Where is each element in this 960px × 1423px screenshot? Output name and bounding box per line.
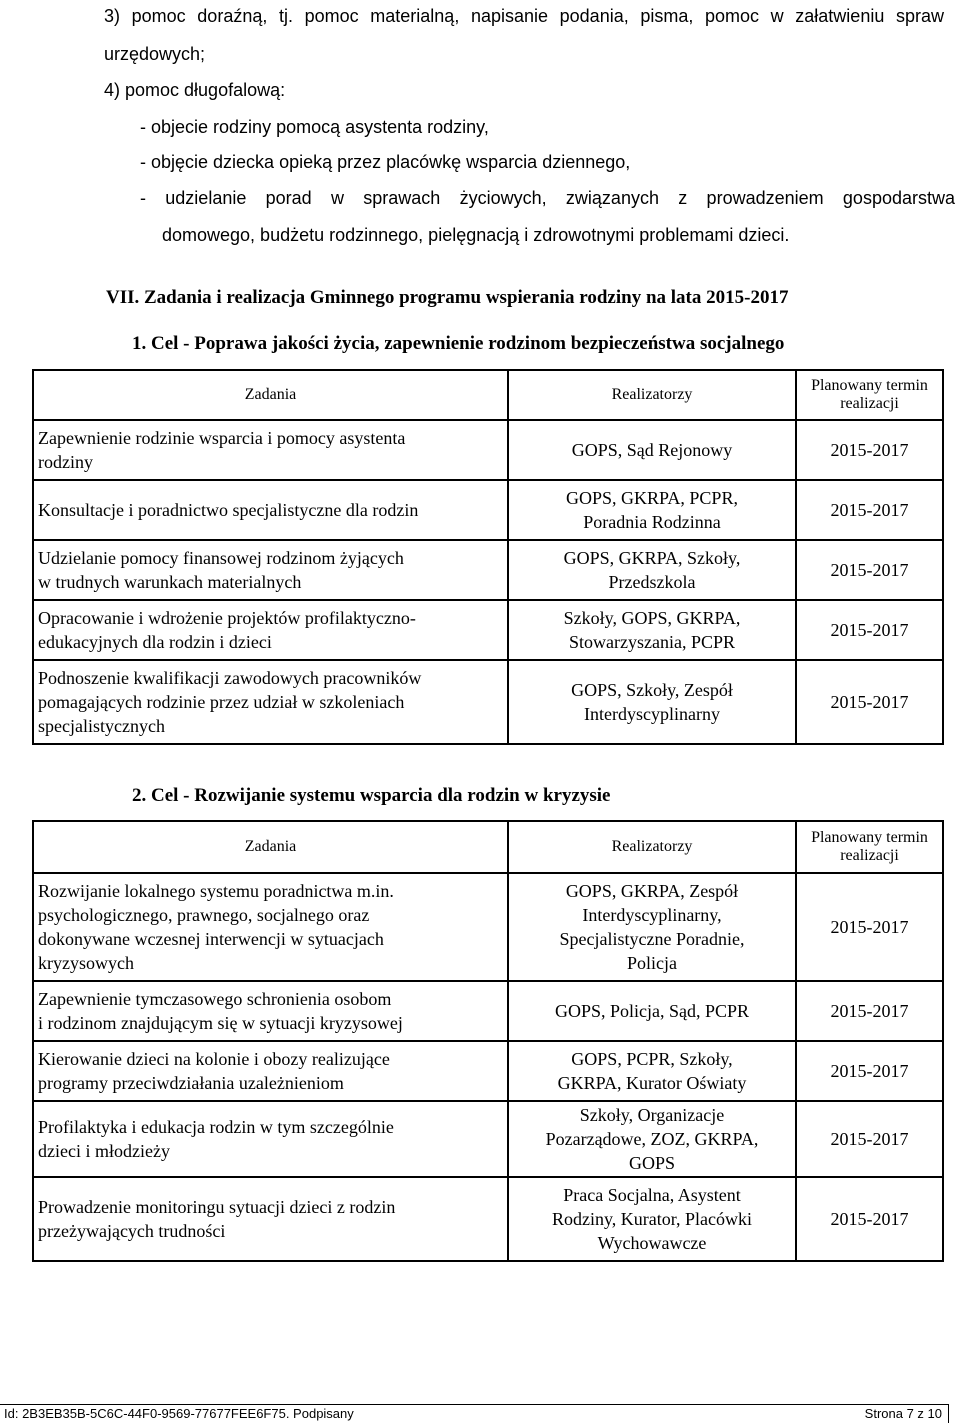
- realizer-line: GOPS, GKRPA, PCPR,: [566, 488, 738, 508]
- table-header-row: [33, 821, 943, 873]
- realizer-line: Specjalistyczne Poradnie,: [559, 929, 745, 949]
- task-line: programy przeciwdziałania uzależnieniom: [38, 1073, 344, 1093]
- realizer-line: Poradnia Rodzinna: [583, 512, 721, 532]
- goal-2-table: [32, 820, 944, 1262]
- table-row: [33, 873, 943, 981]
- realizer-line: Interdyscyplinarny,: [582, 905, 722, 925]
- realizer-cell: [508, 600, 796, 660]
- task-line: dokonywane wczesnej interwencji w sytuacjach: [38, 929, 384, 949]
- term-cell: 2015-2017: [796, 981, 943, 1041]
- task-cell: [33, 981, 508, 1041]
- realizer-line: Szkoły, Organizacje: [579, 1105, 725, 1125]
- task-line: dzieci i młodzieży: [38, 1141, 170, 1161]
- task-cell: [33, 420, 508, 480]
- realizer-cell: [508, 540, 796, 600]
- realizer-line: GOPS, Sąd Rejonowy: [571, 440, 733, 460]
- realizer-line: Przedszkola: [608, 572, 696, 592]
- intro-line-4: - objecie rodziny pomocą asystenta rodziny,: [140, 117, 489, 137]
- task-cell: [33, 1041, 508, 1101]
- term-cell: 2015-2017: [796, 1041, 943, 1101]
- intro-line-3: 4) pomoc długofalową:: [104, 80, 286, 100]
- task-cell: [33, 540, 508, 600]
- realizer-cell: [508, 1177, 796, 1261]
- table-row: [33, 420, 943, 480]
- task-line: Zapewnienie tymczasowego schronienia osobom: [38, 989, 392, 1009]
- document-id: Id: 2B3EB35B-5C6C-44F0-9569-77677FEE6F75. Podpisany: [4, 1406, 354, 1421]
- term-cell: 2015-2017: [796, 540, 943, 600]
- realizer-line: GOPS, Policja, Sąd, PCPR: [554, 1001, 750, 1021]
- task-line: specjalistycznych: [38, 716, 165, 736]
- realizer-line: GKRPA, Kurator Oświaty: [557, 1073, 747, 1093]
- term-cell: 2015-2017: [796, 660, 943, 744]
- task-cell: [33, 1177, 508, 1261]
- goal-1-title: 1. Cel - Poprawa jakości życia, zapewnienie rodzinom bezpieczeństwa socjalnego: [132, 333, 785, 354]
- term-cell: 2015-2017: [796, 600, 943, 660]
- realizer-line: GOPS, GKRPA, Szkoły,: [563, 548, 741, 568]
- task-line: Opracowanie i wdrożenie projektów profilaktyczno-: [38, 608, 416, 628]
- header-term-line-1: Planowany termin: [811, 377, 928, 394]
- intro-line-7: domowego, budżetu rodzinnego, pielęgnacją i zdrowotnymi problemami dzieci.: [162, 225, 790, 245]
- realizer-line: Pozarządowe, ZOZ, GKRPA,: [545, 1129, 759, 1149]
- realizer-line: GOPS, GKRPA, Zespół: [565, 881, 739, 901]
- task-line: rodziny: [38, 452, 93, 472]
- goal-1-rows: [33, 420, 943, 744]
- realizer-cell: [508, 981, 796, 1041]
- task-line: w trudnych warunkach materialnych: [38, 572, 302, 592]
- term-cell: 2015-2017: [796, 420, 943, 480]
- header-realizers: Realizatorzy: [508, 370, 796, 420]
- goal-2-rows: [33, 873, 943, 1261]
- task-line: Konsultacje i poradnictwo specjalistyczne dla rodzin: [38, 500, 419, 520]
- task-line: Udzielanie pomocy finansowej rodzinom żyjących: [38, 548, 404, 568]
- task-cell: [33, 873, 508, 981]
- task-cell: [33, 1101, 508, 1177]
- realizer-line: GOPS, PCPR, Szkoły,: [571, 1049, 733, 1069]
- goal-2-title: 2. Cel - Rozwijanie systemu wsparcia dla rodzin w kryzysie: [132, 785, 611, 806]
- task-line: kryzysowych: [38, 953, 134, 973]
- header-term: [796, 821, 943, 873]
- realizer-cell: [508, 1101, 796, 1177]
- realizer-cell: [508, 1041, 796, 1101]
- realizer-cell: [508, 420, 796, 480]
- intro-line-1: 3) pomoc doraźną, tj. pomoc materialną, napisanie podania, pisma, pomoc w załatwieniu spraw: [104, 6, 944, 26]
- task-cell: [33, 600, 508, 660]
- task-cell: [33, 480, 508, 540]
- realizer-line: Rodziny, Kurator, Placówki: [551, 1209, 753, 1229]
- table-row: [33, 660, 943, 744]
- table-row: [33, 1101, 943, 1177]
- header-realizers: Realizatorzy: [508, 821, 796, 873]
- term-cell: 2015-2017: [796, 1177, 943, 1261]
- task-line: edukacyjnych dla rodzin i dzieci: [38, 632, 272, 652]
- section-heading: VII. Zadania i realizacja Gminnego programu wspierania rodziny na lata 2015-2017: [106, 287, 789, 308]
- realizer-line: Wychowawcze: [597, 1233, 707, 1253]
- realizer-line: Interdyscyplinarny: [584, 704, 720, 724]
- table-row: [33, 480, 943, 540]
- term-cell: 2015-2017: [796, 480, 943, 540]
- task-line: Podnoszenie kwalifikacji zawodowych pracowników: [38, 668, 422, 688]
- task-line: i rodzinom znajdującym się w sytuacji kryzysowej: [38, 1013, 403, 1033]
- goal-1-table: [32, 369, 944, 745]
- intro-line-6: - udzielanie porad w sprawach życiowych, związanych z prowadzeniem gospodarstwa: [140, 188, 955, 208]
- task-line: przeżywających trudności: [38, 1221, 226, 1241]
- intro-line-5: - objęcie dziecka opieką przez placówkę wsparcia dziennego,: [140, 152, 631, 172]
- realizer-line: GOPS: [628, 1153, 676, 1173]
- realizer-line: GOPS, Szkoły, Zespół: [571, 680, 733, 700]
- realizer-cell: [508, 480, 796, 540]
- task-line: pomagających rodzinie przez udział w szkoleniach: [38, 692, 405, 712]
- header-term-line-2: realizacji: [840, 395, 899, 412]
- task-cell: [33, 660, 508, 744]
- page-footer: [0, 1404, 949, 1423]
- table-header-row: [33, 370, 943, 420]
- task-line: Profilaktyka i edukacja rodzin w tym szczególnie: [38, 1117, 394, 1137]
- intro-line-2: urzędowych;: [104, 44, 206, 64]
- table-row: [33, 540, 943, 600]
- table-row: [33, 981, 943, 1041]
- header-term-line-1: Planowany termin: [811, 829, 928, 846]
- header-term: [796, 370, 943, 420]
- realizer-cell: [508, 873, 796, 981]
- task-line: Zapewnienie rodzinie wsparcia i pomocy asystenta: [38, 428, 406, 448]
- term-cell: 2015-2017: [796, 1101, 943, 1177]
- header-tasks: Zadania: [33, 821, 508, 873]
- realizer-line: Stowarzyszania, PCPR: [569, 632, 735, 652]
- realizer-line: Praca Socjalna, Asystent: [563, 1185, 741, 1205]
- task-line: Prowadzenie monitoringu sytuacji dzieci z rodzin: [38, 1197, 396, 1217]
- term-cell: 2015-2017: [796, 873, 943, 981]
- task-line: psychologicznego, prawnego, socjalnego oraz: [38, 905, 370, 925]
- header-term-line-2: realizacji: [840, 847, 899, 864]
- realizer-line: Szkoły, GOPS, GKRPA,: [563, 608, 741, 628]
- header-tasks: Zadania: [33, 370, 508, 420]
- table-row: [33, 1177, 943, 1261]
- task-line: Rozwijanie lokalnego systemu poradnictwa m.in.: [38, 881, 394, 901]
- table-row: [33, 1041, 943, 1101]
- table-row: [33, 600, 943, 660]
- task-line: Kierowanie dzieci na kolonie i obozy realizujące: [38, 1049, 390, 1069]
- realizer-cell: [508, 660, 796, 744]
- realizer-line: Policja: [627, 953, 677, 973]
- page-number: Strona 7 z 10: [864, 1406, 942, 1421]
